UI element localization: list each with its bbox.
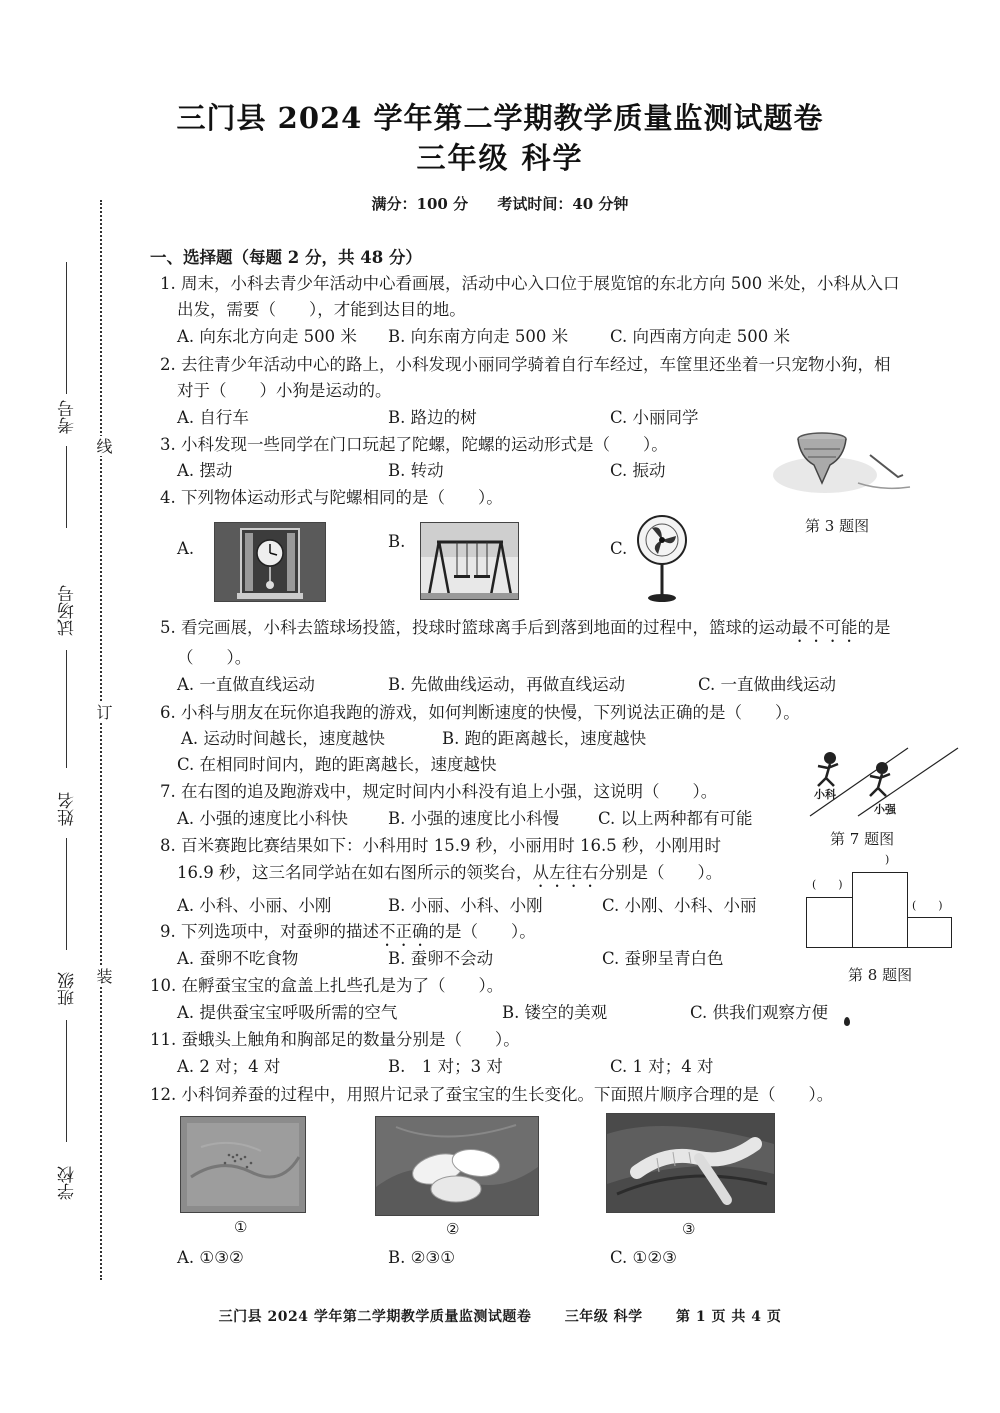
exam-room-line bbox=[66, 650, 67, 768]
q8-stem-pre: 16.9 秒，这三名同学站在如右图所示的领奖台， bbox=[177, 863, 533, 882]
q4-option-b[interactable]: B. bbox=[388, 532, 406, 551]
q2-stem-line1: 2. 去往青少年活动中心的路上，小科发现小丽同学骑着自行车经过，车筐里还坐着一只宠物小狗，相 bbox=[160, 355, 891, 374]
q8-podium-middle-blank: ) bbox=[885, 853, 890, 866]
q1-option-b[interactable]: B. 向东南方向走 500 米 bbox=[388, 327, 569, 346]
q5-stem-emphasis: 最不可能 bbox=[791, 618, 858, 637]
q6-option-a[interactable]: A. 运动时间越长，速度越快 bbox=[181, 729, 385, 748]
q10-option-a[interactable]: A. 提供蚕宝宝呼吸所需的空气 bbox=[177, 1003, 398, 1022]
q12-photo-3-silkworm bbox=[606, 1113, 775, 1213]
q8-podium-left-blank: ( ) bbox=[812, 878, 843, 891]
footer-grade: 三年级 科学 bbox=[564, 1309, 643, 1325]
q1-option-c[interactable]: C. 向西南方向走 500 米 bbox=[610, 327, 791, 346]
exam-room-label: 试场号 bbox=[58, 585, 78, 636]
q5-option-b[interactable]: B. 先做曲线运动，再做直线运动 bbox=[388, 675, 626, 694]
footer-page-number: 第 1 页 共 4 页 bbox=[675, 1309, 782, 1325]
exam-meta bbox=[0, 193, 1000, 214]
q11-option-b[interactable]: B. 1 对；3 对 bbox=[388, 1057, 503, 1076]
q5-stem-line1 bbox=[160, 615, 891, 646]
q3-option-a[interactable]: A. 摆动 bbox=[177, 461, 233, 480]
q9-stem-post: 的是（ ）。 bbox=[428, 922, 536, 941]
binding-word-staple: 订 bbox=[94, 704, 113, 720]
q5-option-a[interactable]: A. 一直做直线运动 bbox=[177, 675, 315, 694]
q12-photo-3-label: ③ bbox=[682, 1220, 696, 1238]
q5-stem-pre: 5. 看完画展，小科去篮球场投篮，投球时篮球离手后到落到地面的过程中，篮球的运动 bbox=[160, 618, 792, 637]
electric-fan-icon bbox=[632, 512, 692, 604]
q11-stem: 11. 蚕蛾头上触角和胸部足的数量分别是（ ）。 bbox=[150, 1030, 520, 1049]
q2-stem-line2: 对于（ ）小狗是运动的。 bbox=[177, 381, 392, 400]
exam-number-line-lower bbox=[66, 446, 67, 528]
q12-option-c[interactable]: C. ①②③ bbox=[610, 1248, 677, 1267]
q7-figure-caption: 第 7 题图 bbox=[830, 830, 895, 848]
q8-stem-post: 分别是（ ）。 bbox=[598, 863, 723, 882]
q8-stem-line1: 8. 百米赛跑比赛结果如下：小科用时 15.9 秒，小丽用时 16.5 秒，小刚用时 bbox=[160, 836, 721, 855]
q4-option-c-fan-image[interactable] bbox=[632, 512, 692, 604]
exam-number-line bbox=[66, 262, 67, 394]
q1-stem-line2: 出发，需要（ ），才能到达目的地。 bbox=[177, 300, 466, 319]
q1-stem-line1: 1. 周末，小科去青少年活动中心看画展，活动中心入口位于展览馆的东北方向 500 米处，小科从入口 bbox=[160, 274, 900, 293]
q6-option-c[interactable]: C. 在相同时间内，跑的距离越长，速度越快 bbox=[177, 755, 497, 774]
page-subtitle: 三年级 科学 bbox=[416, 141, 584, 175]
q3-figure-caption: 第 3 题图 bbox=[805, 517, 870, 535]
q11-option-a[interactable]: A. 2 对；4 对 bbox=[177, 1057, 281, 1076]
class-line bbox=[66, 1020, 67, 1142]
q5-option-c[interactable]: C. 一直做曲线运动 bbox=[698, 675, 837, 694]
silkworm-larva-photo-icon bbox=[607, 1114, 774, 1212]
q9-option-a[interactable]: A. 蚕卵不吃食物 bbox=[177, 949, 299, 968]
q8-podium-left bbox=[806, 897, 853, 948]
q5-stem-post: 的是 bbox=[857, 618, 891, 637]
q2-option-a[interactable]: A. 自行车 bbox=[177, 408, 249, 427]
q12-stem: 12. 小科饲养蚕的过程中，用照片记录了蚕宝宝的生长变化。下面照片顺序合理的是（ ）。 bbox=[150, 1085, 834, 1104]
q9-stem-pre: 9. 下列选项中，对蚕卵的描述 bbox=[160, 922, 379, 941]
q12-option-b[interactable]: B. ②③① bbox=[388, 1248, 455, 1267]
swing-set-icon bbox=[421, 523, 518, 599]
q6-stem: 6. 小科与朋友在玩你追我跑的游戏，如何判断速度的快慢，下列说法正确的是（ ）。 bbox=[160, 703, 800, 722]
q8-podium-middle bbox=[852, 872, 908, 948]
q9-option-c[interactable]: C. 蚕卵呈青白色 bbox=[602, 949, 724, 968]
q3-figure-spinning-top bbox=[770, 425, 920, 515]
binding-word-bind: 装 bbox=[94, 968, 113, 984]
q5-stem-line2: （ ）。 bbox=[177, 648, 252, 667]
q2-option-b[interactable]: B. 路边的树 bbox=[388, 408, 477, 427]
q10-stem: 10. 在孵蚕宝宝的盒盖上扎些孔是为了（ ）。 bbox=[150, 976, 504, 995]
q8-podium-right bbox=[907, 917, 952, 948]
q8-option-b[interactable]: B. 小丽、小科、小刚 bbox=[388, 896, 543, 915]
q4-option-a[interactable]: A. bbox=[177, 539, 195, 558]
q2-option-c[interactable]: C. 小丽同学 bbox=[610, 408, 699, 427]
q3-option-c[interactable]: C. 振动 bbox=[610, 461, 666, 480]
q4-option-a-clock-image[interactable] bbox=[214, 522, 326, 602]
q12-photo-1-label: ① bbox=[234, 1218, 248, 1236]
q8-podium-right-blank: ( ) bbox=[912, 899, 943, 912]
q3-option-b[interactable]: B. 转动 bbox=[388, 461, 444, 480]
exam-time: 考试时间：40 分钟 bbox=[497, 195, 629, 213]
q10-option-b[interactable]: B. 镂空的美观 bbox=[502, 1003, 608, 1022]
q8-stem-emphasis: 从左往右 bbox=[532, 863, 599, 882]
pendulum-clock-icon bbox=[215, 523, 325, 601]
q9-stem-emphasis: 不正确 bbox=[379, 922, 429, 941]
q7-option-c[interactable]: C. 以上两种都有可能 bbox=[598, 809, 753, 828]
section-heading: 一、选择题（每题 2 分，共 48 分） bbox=[150, 248, 422, 267]
name-label: 姓名 bbox=[58, 792, 78, 826]
ink-dot-mark bbox=[844, 1017, 850, 1026]
silkworm-cocoons-photo-icon bbox=[376, 1117, 538, 1215]
spinning-top-icon bbox=[770, 425, 920, 515]
q3-stem: 3. 小科发现一些同学在门口玩起了陀螺，陀螺的运动形式是（ ）。 bbox=[160, 435, 668, 454]
q8-option-c[interactable]: C. 小刚、小科、小丽 bbox=[602, 896, 757, 915]
page-title: 三门县 2024 学年第二学期教学质量监测试题卷 bbox=[176, 101, 824, 135]
school-label: 学校 bbox=[58, 1166, 78, 1200]
q1-option-a[interactable]: A. 向东北方向走 500 米 bbox=[177, 327, 357, 346]
q12-photo-1-eggs bbox=[180, 1116, 306, 1213]
full-score: 满分：100 分 bbox=[371, 195, 469, 213]
q7-option-a[interactable]: A. 小强的速度比小科快 bbox=[177, 809, 348, 828]
class-label: 班级 bbox=[58, 972, 78, 1006]
q4-option-c[interactable]: C. bbox=[610, 539, 628, 558]
footer-title: 三门县 2024 学年第二学期教学质量监测试题卷 bbox=[218, 1309, 532, 1325]
silkworm-eggs-photo-icon bbox=[181, 1117, 305, 1212]
q9-option-b[interactable]: B. 蚕卵不会动 bbox=[388, 949, 494, 968]
q8-figure-caption: 第 8 题图 bbox=[848, 966, 913, 984]
q4-stem: 4. 下列物体运动形式与陀螺相同的是（ ）。 bbox=[160, 488, 503, 507]
q12-option-a[interactable]: A. ①③② bbox=[177, 1248, 244, 1267]
name-line bbox=[66, 838, 67, 950]
q8-stem-line2 bbox=[177, 860, 722, 891]
binding-dotted-line bbox=[100, 200, 102, 1280]
q8-option-a[interactable]: A. 小科、小丽、小刚 bbox=[177, 896, 332, 915]
q10-option-c[interactable]: C. 供我们观察方便 bbox=[690, 1003, 829, 1022]
q12-photo-2-label: ② bbox=[446, 1220, 460, 1238]
q7-label-xiaoqiang: 小强 bbox=[874, 803, 896, 816]
q11-option-c[interactable]: C. 1 对；4 对 bbox=[610, 1057, 714, 1076]
q7-stem: 7. 在右图的追及跑游戏中，规定时间内小科没有追上小强，这说明（ ）。 bbox=[160, 782, 718, 801]
q7-option-b[interactable]: B. 小强的速度比小科慢 bbox=[388, 809, 560, 828]
q6-option-b[interactable]: B. 跑的距离越长，速度越快 bbox=[442, 729, 647, 748]
q4-option-b-swing-image[interactable] bbox=[420, 522, 519, 600]
page-footer bbox=[0, 1306, 1000, 1326]
q12-photo-2-cocoons bbox=[375, 1116, 539, 1216]
q7-label-xiaoke: 小科 bbox=[814, 788, 836, 801]
binding-word-line: 线 bbox=[94, 438, 113, 454]
exam-number-label: 考号 bbox=[58, 400, 78, 434]
